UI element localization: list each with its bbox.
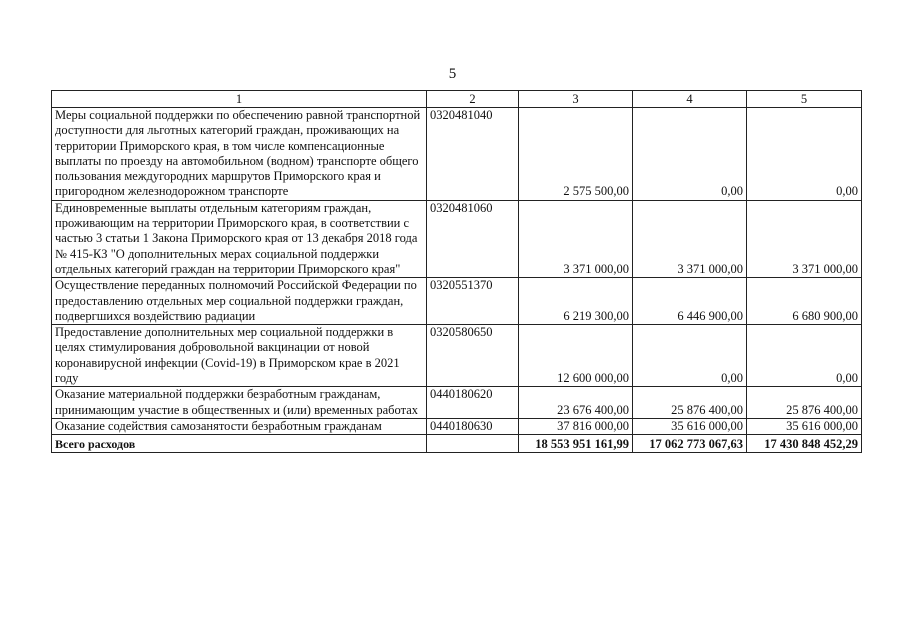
- row-value-col4: 3 371 000,00: [633, 200, 747, 277]
- row-value-col4: 35 616 000,00: [633, 418, 747, 434]
- row-value-col5: 0,00: [747, 108, 862, 201]
- column-header: 5: [747, 91, 862, 108]
- row-value-col4: 25 876 400,00: [633, 387, 747, 419]
- row-value-col3: 2 575 500,00: [519, 108, 633, 201]
- table-row: [52, 418, 862, 434]
- row-code: 0320580650: [427, 325, 519, 387]
- row-name: Единовременные выплаты отдельным категориям граждан, проживающим на территории Приморского края, в соответствии с частью 3 статьи 1 Закона Приморского края от 13 декабря 2018 года № 415-КЗ "О дополнительных мерах социальной поддержки отдельных категорий граждан на территории Приморского края": [52, 200, 427, 277]
- row-value-col4: 0,00: [633, 108, 747, 201]
- row-code: 0440180630: [427, 418, 519, 434]
- row-value-col5: 3 371 000,00: [747, 200, 862, 277]
- row-value-col4: 0,00: [633, 325, 747, 387]
- page-number: 5: [448, 66, 457, 82]
- table-row: [52, 200, 862, 277]
- row-name: Предоставление дополнительных мер социальной поддержки в целях стимулирования добровольной вакцинации от новой коронавирусной инфекции (Covid-19) в Приморском крае в 2021 году: [52, 325, 427, 387]
- row-name: Меры социальной поддержки по обеспечению равной транспортной доступности для льготных категорий граждан, проживающих на территории Приморского края, в том числе компенсационные выплаты по проезду на автомобильном (водном) транспорте общего пользования междугородних маршрутов Приморского края и пригородном железнодорожном транспорте: [52, 108, 427, 201]
- column-header: 2: [427, 91, 519, 108]
- total-code: [427, 435, 519, 453]
- table-header-row: [52, 91, 862, 108]
- row-value-col4: 6 446 900,00: [633, 278, 747, 325]
- table-row: [52, 325, 862, 387]
- row-name: Осуществление переданных полномочий Российской Федерации по предоставлению отдельных мер социальной поддержки граждан, подвергшихся воздействию радиации: [52, 278, 427, 325]
- row-value-col5: 35 616 000,00: [747, 418, 862, 434]
- column-header: 3: [519, 91, 633, 108]
- row-value-col5: 6 680 900,00: [747, 278, 862, 325]
- table-row: [52, 387, 862, 419]
- row-code: 0320481060: [427, 200, 519, 277]
- total-label: Всего расходов: [52, 435, 427, 453]
- row-value-col3: 12 600 000,00: [519, 325, 633, 387]
- budget-table: [51, 90, 862, 453]
- row-name: Оказание материальной поддержки безработным гражданам, принимающим участие в общественных и (или) временных работах: [52, 387, 427, 419]
- row-value-col3: 3 371 000,00: [519, 200, 633, 277]
- row-value-col3: 6 219 300,00: [519, 278, 633, 325]
- row-value-col5: 0,00: [747, 325, 862, 387]
- table-row: [52, 278, 862, 325]
- table-row: [52, 108, 862, 201]
- total-value-col3: 18 553 951 161,99: [519, 435, 633, 453]
- row-value-col3: 23 676 400,00: [519, 387, 633, 419]
- total-value-col5: 17 430 848 452,29: [747, 435, 862, 453]
- row-code: 0440180620: [427, 387, 519, 419]
- row-code: 0320551370: [427, 278, 519, 325]
- row-value-col5: 25 876 400,00: [747, 387, 862, 419]
- row-value-col3: 37 816 000,00: [519, 418, 633, 434]
- total-value-col4: 17 062 773 067,63: [633, 435, 747, 453]
- row-name: Оказание содействия самозанятости безработным гражданам: [52, 418, 427, 434]
- column-header: 1: [52, 91, 427, 108]
- total-row: [52, 435, 862, 453]
- column-header: 4: [633, 91, 747, 108]
- row-code: 0320481040: [427, 108, 519, 201]
